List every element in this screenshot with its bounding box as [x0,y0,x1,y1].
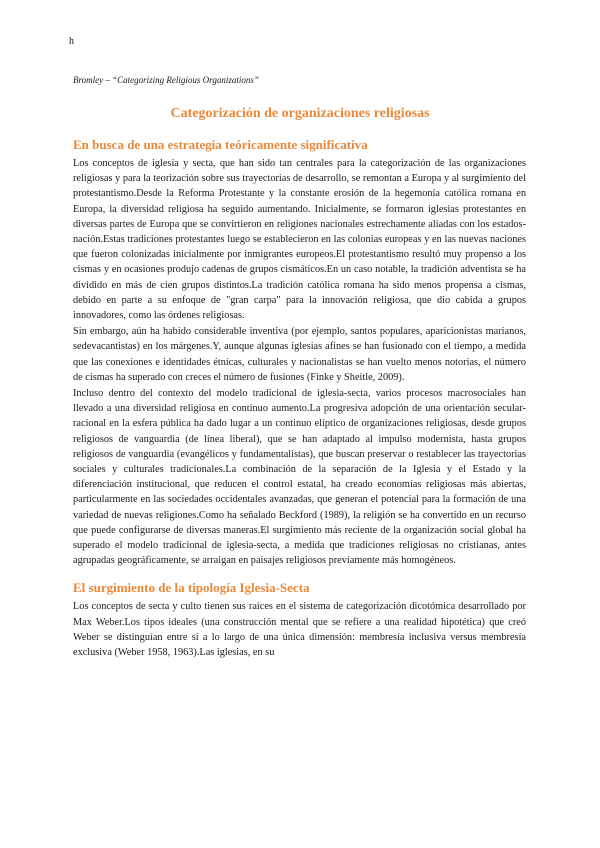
document-body [73,136,526,660]
paragraph: Sin embargo, aún ha habido considerable inventiva (por ejemplo, santos populares, aparicionistas marianos, sedevacantistas) en los márgenes.Y, aunque algunas iglesias afines se han fusionado con el tiempo, a medida que las conexiones e identidades étnicas, culturales y nacionalistas se han vuelto menos notorias, el número de cismas ha superado con creces el número de fusiones (Finke y Sheitle, 2009). [73,326,526,383]
page-marker: h [69,36,74,47]
section-heading-1: En busca de una estrategia teóricamente significativa [73,137,368,152]
section-heading-2: El surgimiento de la tipología Iglesia-Secta [73,580,310,596]
source-citation: Bromley – “Categorizing Religious Organizations” [73,75,259,85]
document-title: Categorización de organizaciones religiosas [170,106,430,121]
paragraph: Los conceptos de iglesia y secta, que han sido tan centrales para la categorización de las organizaciones religiosas y para la teorización sobre sus trayectorias de desarrollo, se remontan a Europa y al surgimiento del protestantismo.Desde la Reforma Protestante y la constante erosión de la hegemonía católica romana en Europa, la diversidad religiosa ha seguido aumentando. Inicialmente, se formaron iglesias protestantes en diversas partes de Europa que se convirtieron en religiones nacionales estrechamente aliadas con los estados-nación.Estas tradiciones protestantes luego se establecieron en las colonias europeas y en las nuevas naciones que fueron colonizadas inicialmente por inmigrantes europeos.El protestantismo resultó muy propenso a los cismas y en ocasiones produjo cadenas de grupos cismáticos.En un caso notable, la tradición adventista se ha dividido en más de cien grupos distintos.La tradición católica romana ha sido menos propensa a cismas, debido en parte a su enfoque de "gran carpa" para la innovación religiosa, que dio cabida a grupos innovadores, como las órdenes religiosas. [73,158,526,322]
paragraph: Los conceptos de secta y culto tienen sus raíces en el sistema de categorización dicotómica desarrollado por Max Weber.Los tipos ideales (una construcción mental que se refiere a una realidad hipotética) que creó Weber se distinguían entre sí a lo largo de una única dimensión: membresía inclusiva versus membresía exclusiva (Weber 1958, 1963).Las iglesias, en su [73,601,526,659]
paragraph: Incluso dentro del contexto del modelo tradicional de iglesia-secta, varios procesos macrosociales han llevado a una diversidad religiosa en continuo aumento.La progresiva adopción de una orientación secular-racional en la esfera pública ha dado lugar a un continuo elíptico de organizaciones religiosas, desde grupos religiosos de vanguardia (de línea liberal), que se han adaptado al impulso modernista, hasta grupos religiosos de vanguardia (evangélicos y fundamentalistas), que buscan preservar o restablecer las trayectorias sociales y culturales tradicionales.La combinación de la separación de la Iglesia y el Estado y la diferenciación institucional, que reducen el control estatal, ha creado economías religiosas más abiertas, particularmente en las sociedades occidentales avanzadas, que generan el potencial para la formación de una variedad de nuevas religiones.Como ha señalado Beckford (1989), la religión se ha convertido en un recurso que puede configurarse de diversas maneras.El surgimiento más reciente de la organización social global ha superado el modelo tradicional de iglesia-secta, a medida que tradiciones religiosas no cristianas, antes agrupadas geográficamente, se arraigan en paisajes religiosos previamente más homogéneos. [73,388,526,567]
